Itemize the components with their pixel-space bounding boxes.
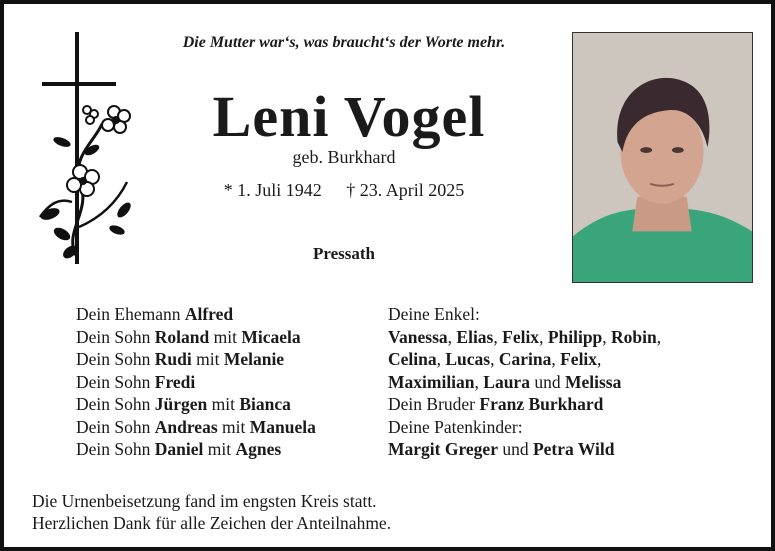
mourner-line: Dein Ehemann Alfred <box>76 304 234 324</box>
birth-date: * 1. Juli 1942 <box>223 180 322 200</box>
mourner-line: Dein Sohn Roland mit Micaela <box>76 326 301 347</box>
grandchildren-line: Vanessa, Elias, Felix, Philipp, Robin, <box>388 326 662 347</box>
mourners-left <box>76 303 376 461</box>
godchildren-label: Deine Patenkinder: <box>388 416 523 437</box>
mourner-line: Dein Sohn Andreas mit Manuela <box>76 416 316 437</box>
mourners-right <box>388 303 738 461</box>
grandchildren-line: Celina, Lucas, Carina, Felix, <box>388 349 602 369</box>
godchildren-line: Margit Greger und Petra Wild <box>388 439 615 459</box>
deceased-name: Leni Vogel <box>212 84 486 149</box>
mourner-line: Dein Sohn Jürgen mit Bianca <box>76 394 291 414</box>
death-date: † 23. April 2025 <box>346 180 465 200</box>
cross-with-flowers-icon <box>32 32 142 268</box>
portrait-photo <box>572 32 753 283</box>
grandchildren-line: Maximilian, Laura und Melissa <box>388 371 622 392</box>
mourner-line: Dein Sohn Rudi mit Melanie <box>76 349 285 369</box>
motto: Die Mutter war‘s, was braucht‘s der Worte mehr. <box>182 34 506 51</box>
life-dates <box>184 180 504 201</box>
birth-name: geb. Burkhard <box>292 147 396 167</box>
footer-text <box>32 490 732 534</box>
place: Pressath <box>312 244 375 263</box>
footer-line: Die Urnenbeisetzung fand im engsten Kreis statt. <box>32 491 377 511</box>
brother-line: Dein Bruder Franz Burkhard <box>388 394 604 414</box>
mourner-line: Dein Sohn Daniel mit Agnes <box>76 439 282 459</box>
grandchildren-label: Deine Enkel: <box>388 304 480 324</box>
mourner-line: Dein Sohn Fredi <box>76 371 196 392</box>
footer-line: Herzlichen Dank für alle Zeichen der Anteilnahme. <box>32 513 392 533</box>
